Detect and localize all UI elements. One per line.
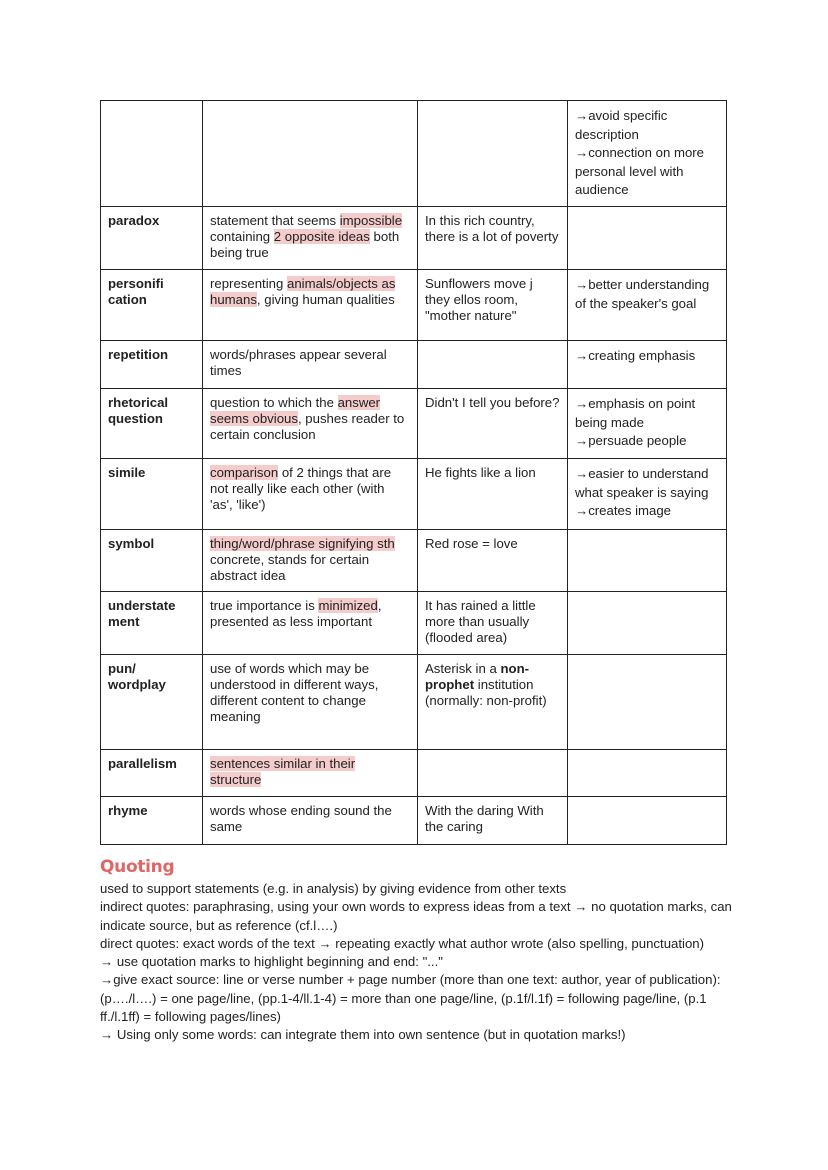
device-example-cell xyxy=(418,797,568,845)
definition-text: words whose ending sound the same xyxy=(210,803,392,834)
device-term-cell: personifi cation xyxy=(101,270,203,341)
device-example-cell xyxy=(418,750,568,797)
effect-text: →better understanding of the speaker's goal xyxy=(575,277,710,311)
highlighted-text: minimized xyxy=(318,598,378,613)
device-definition-cell xyxy=(203,750,418,797)
highlighted-text: animals/objects as humans xyxy=(210,276,396,307)
example-text: institution (normally: non-profit) xyxy=(425,677,547,708)
quoting-section xyxy=(100,856,740,1045)
device-effect-cell xyxy=(568,797,727,845)
device-term-cell xyxy=(101,101,203,207)
example-text: With the daring With the caring xyxy=(425,803,544,834)
effect-text: →creates image xyxy=(575,503,672,518)
quoting-line: → use quotation marks to highlight beginning and end: "..." xyxy=(100,954,443,970)
definition-text: question to which the xyxy=(210,395,338,410)
device-definition-cell xyxy=(203,459,418,530)
device-example-cell xyxy=(418,530,568,592)
quoting-lines xyxy=(100,880,740,1045)
example-text: Red rose = love xyxy=(425,536,518,551)
device-example-cell xyxy=(418,592,568,655)
example-text: Sunflowers move j they ellos room, "mother nature" xyxy=(425,276,533,323)
quoting-line: used to support statements (e.g. in analysis) by giving evidence from other texts xyxy=(100,881,567,896)
device-effect-cell xyxy=(568,389,727,459)
quoting-line: direct quotes: exact words of the text → repeating exactly what author wrote (also spelling, punctuation) xyxy=(100,935,705,951)
example-text: He fights like a lion xyxy=(425,465,536,480)
definition-text: of 2 things that are not really like each other (with 'as', 'like') xyxy=(210,465,392,512)
effect-text: →easier to understand what speaker is saying xyxy=(575,466,709,500)
table-row xyxy=(101,530,727,592)
device-effect-cell xyxy=(568,207,727,270)
table-row xyxy=(101,101,727,207)
table-row xyxy=(101,341,727,389)
device-effect-cell xyxy=(568,530,727,592)
highlighted-text: 2 opposite ideas xyxy=(273,229,370,244)
definition-text: containing xyxy=(210,229,274,244)
device-definition-cell xyxy=(203,389,418,459)
device-effect-cell xyxy=(568,655,727,750)
definition-text: statement that seems xyxy=(210,213,340,228)
example-text: Didn't I tell you before? xyxy=(425,395,560,410)
device-term-cell: rhetorical question xyxy=(101,389,203,459)
quoting-line: indirect quotes: paraphrasing, using your own words to express ideas from a text → no quotation marks, can indicate source, but as reference (cf.l….) xyxy=(100,899,732,933)
definition-text: words/phrases appear several times xyxy=(210,347,387,378)
device-definition-cell xyxy=(203,797,418,845)
highlighted-text: sentences similar in their structure xyxy=(210,756,356,787)
definition-text: , giving human qualities xyxy=(256,292,395,307)
definition-text: true importance is xyxy=(210,598,319,613)
quoting-line: → Using only some words: can integrate them into own sentence (but in quotation marks!) xyxy=(100,1027,626,1043)
effect-text: →emphasis on point being made xyxy=(575,396,696,430)
table-row xyxy=(101,270,727,341)
example-text: In this rich country, there is a lot of poverty xyxy=(425,213,559,244)
table-body xyxy=(101,101,727,845)
effect-text: →creating emphasis xyxy=(575,348,696,363)
effect-text: →avoid specific description xyxy=(575,108,668,142)
device-example-cell xyxy=(418,459,568,530)
device-effect-cell xyxy=(568,101,727,207)
device-example-cell xyxy=(418,341,568,389)
highlighted-text: comparison xyxy=(210,465,279,480)
highlighted-text: impossible xyxy=(339,213,403,228)
device-example-cell xyxy=(418,101,568,207)
table-row xyxy=(101,459,727,530)
device-definition-cell xyxy=(203,207,418,270)
definition-text: both being true xyxy=(210,229,400,260)
table-row xyxy=(101,207,727,270)
device-example-cell xyxy=(418,270,568,341)
device-example-cell xyxy=(418,207,568,270)
device-term-cell: pun/ wordplay xyxy=(101,655,203,750)
device-effect-cell xyxy=(568,341,727,389)
definition-text: representing xyxy=(210,276,287,291)
definition-text: concrete, stands for certain abstract idea xyxy=(210,552,370,583)
effect-text: →persuade people xyxy=(575,433,687,448)
device-effect-cell xyxy=(568,270,727,341)
device-definition-cell xyxy=(203,101,418,207)
example-text: It has rained a little more than usually (flooded area) xyxy=(425,598,536,645)
quoting-line: →give exact source: line or verse number + page number (more than one text: author, year of publication): (p…./l….) = one page/line, (pp.1-4/ll.1-4) = more than one page/line, (p.1f/l.1f) = following page/line, (p.1 ff./l.1ff) = following pages/lines) xyxy=(100,972,721,1025)
highlighted-text: answer seems obvious xyxy=(210,395,381,426)
effect-text: →connection on more personal level with audience xyxy=(575,145,705,197)
definition-text: use of words which may be understood in different ways, different content to change meaning xyxy=(210,661,379,724)
device-example-cell xyxy=(418,655,568,750)
quoting-heading: Quoting xyxy=(100,857,175,877)
highlighted-text: thing/word/phrase signifying sth xyxy=(210,536,395,551)
device-definition-cell xyxy=(203,592,418,655)
stylistic-devices-table xyxy=(100,100,727,845)
device-term-cell: understate ment xyxy=(101,592,203,655)
definition-text: , presented as less important xyxy=(210,598,382,629)
device-effect-cell xyxy=(568,750,727,797)
device-term-cell: parallelism xyxy=(101,750,203,797)
example-text: non-prophet xyxy=(425,661,530,692)
device-definition-cell xyxy=(203,270,418,341)
table-row xyxy=(101,592,727,655)
device-term-cell: simile xyxy=(101,459,203,530)
table-row xyxy=(101,389,727,459)
device-term-cell: symbol xyxy=(101,530,203,592)
device-term-cell: paradox xyxy=(101,207,203,270)
table-row xyxy=(101,655,727,750)
device-term-cell: repetition xyxy=(101,341,203,389)
example-text: Asterisk in a xyxy=(425,661,501,676)
table-row xyxy=(101,750,727,797)
device-definition-cell xyxy=(203,341,418,389)
device-effect-cell xyxy=(568,459,727,530)
definition-text: , pushes reader to certain conclusion xyxy=(210,411,405,442)
device-example-cell xyxy=(418,389,568,459)
device-definition-cell xyxy=(203,530,418,592)
device-definition-cell xyxy=(203,655,418,750)
table-row xyxy=(101,797,727,845)
device-effect-cell xyxy=(568,592,727,655)
device-term-cell: rhyme xyxy=(101,797,203,845)
